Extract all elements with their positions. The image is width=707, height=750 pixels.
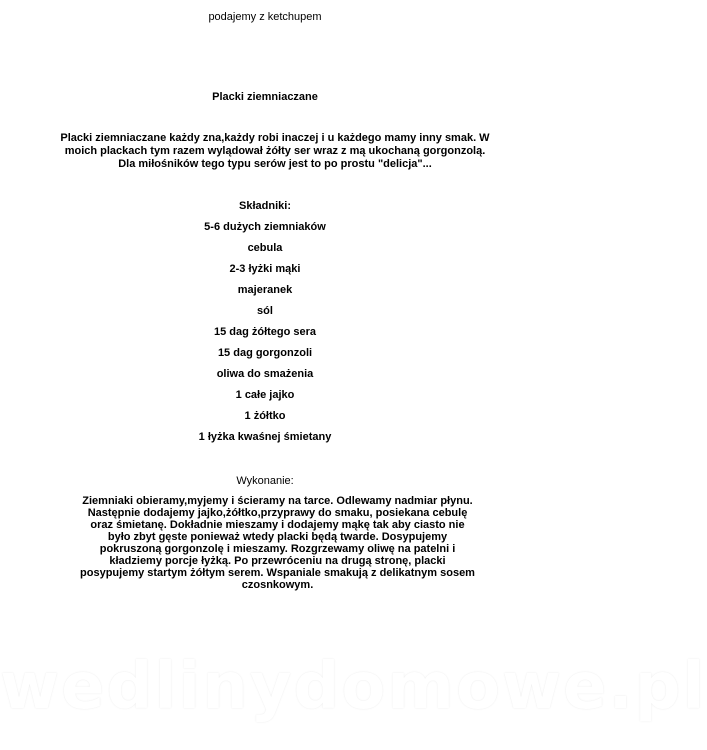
ingredient-item: 15 dag żółtego sera	[213, 326, 317, 338]
ingredient-item: 5-6 dużych ziemniaków	[204, 221, 326, 233]
ingredient-item: cebula	[247, 242, 283, 254]
ingredient-item: 1 całe jajko	[235, 389, 295, 401]
ingredient-item: sól	[257, 305, 273, 317]
method-heading: Wykonanie:	[236, 475, 294, 487]
watermark: wedlinydomowe.pl	[0, 650, 707, 724]
recipe-title: Placki ziemniaczane	[212, 91, 318, 103]
method-text: Ziemniaki obieramy,myjemy i ścieramy na tarce. Odlewamy nadmiar płynu. Następnie dodajemy jajko,żółtko,przyprawy do smaku, posiekana cebulę oraz śmietanę. Dokładnie mieszamy i dodajemy mąkę tak aby ciasto nie było zbyt gęste ponieważ wtedy placki będą twarde. Dosypujemy pokruszoną gorgonzolę i mieszamy. Rozgrzewamy oliwę na patelni i kładziemy porcje łyżką. Po przewróceniu na drugą stronę, placki posypujemy startym żółtym serem. Wspaniale smakują z delikatnym sosem czosnkowym.	[80, 495, 475, 591]
ingredients-list	[0, 221, 530, 452]
ingredients-heading: Składniki:	[239, 200, 291, 212]
recipe-intro: Placki ziemniaczane każdy zna,każdy robi inaczej i u każdego mamy inny smak. W moich plackach tym razem wylądował żółty ser wraz z mą ukochaną gorgonzolą. Dla miłośników tego typu serów jest to po prostu "delicja"...	[60, 132, 490, 170]
ingredient-item: 1 łyżka kwaśnej śmietany	[198, 431, 332, 443]
ingredient-item: majeranek	[237, 284, 293, 296]
ingredient-item: oliwa do smażenia	[216, 368, 314, 380]
serving-note: podajemy z ketchupem	[208, 11, 322, 23]
ingredient-item: 2-3 łyżki mąki	[229, 263, 301, 275]
ingredient-item: 1 żółtko	[244, 410, 286, 422]
ingredient-item: 15 dag gorgonzoli	[217, 347, 313, 359]
